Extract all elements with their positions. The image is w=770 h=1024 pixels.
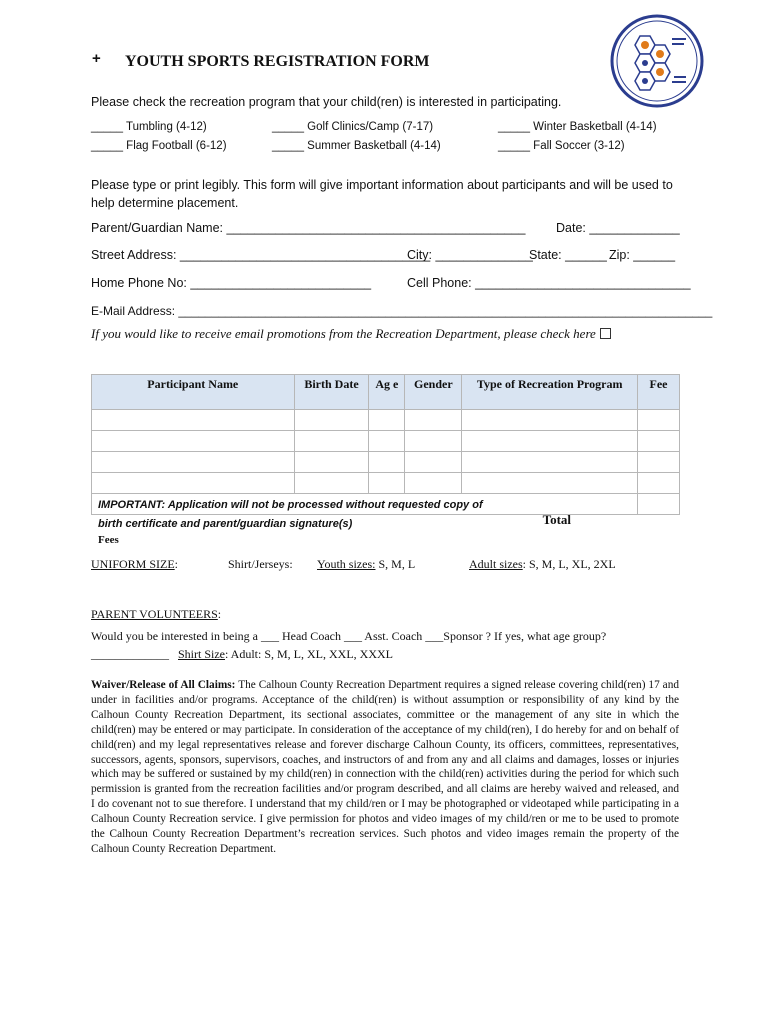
email-field[interactable]: E-Mail Address: ________________________________________________________________________________ [91,304,713,318]
youth-sizes[interactable] [317,557,415,572]
table-row [92,473,680,494]
youth-sizes-label: Youth sizes: [317,557,376,571]
parent-volunteers-label: PARENT VOLUNTEERS [91,607,218,621]
street-address-field[interactable]: Street Address: ____________________________________ [91,248,431,262]
shirt-size-values: : Adult: S, M, L, XL, XXL, XXXL [225,647,393,661]
youth-sizes-values: S, M, L [378,557,416,571]
program-summer-basketball[interactable]: _____ Summer Basketball (4-14) [272,140,441,152]
col-fee: Fee [638,375,680,410]
cell-name[interactable] [92,452,295,473]
cell-program[interactable] [462,473,638,494]
cell-name[interactable] [92,473,295,494]
cell-gender[interactable] [405,410,462,431]
age-group-blank[interactable]: _____________ [91,647,169,661]
col-gender: Gender [405,375,462,410]
form-title: YOUTH SPORTS REGISTRATION FORM [125,53,430,70]
important-cell [92,494,638,546]
waiver-title: Waiver/Release of All Claims: [91,679,236,691]
uniform-size-label: UNIFORM SIZE [91,557,175,571]
col-participant-name: Participant Name [92,375,295,410]
shirt-jerseys-label: Shirt/Jerseys: [228,557,293,571]
cell-age[interactable] [369,473,405,494]
cell-birth-date[interactable] [294,473,369,494]
uniform-colon: : [174,557,179,571]
important-row [92,494,680,515]
table-row [92,410,680,431]
cell-fee[interactable] [638,452,680,473]
cell-age[interactable] [369,452,405,473]
program-tumbling[interactable]: _____ Tumbling (4-12) [91,121,207,133]
email-promo-text: If you would like to receive email promotions from the Recreation Department, please check here [91,326,596,341]
cell-birth-date[interactable] [294,410,369,431]
plus-icon: + [92,50,101,67]
calhoun-county-recreation-logo [610,14,704,108]
city-field[interactable]: City: ______________ [407,248,533,262]
home-phone-field[interactable]: Home Phone No: __________________________ [91,276,372,290]
adult-sizes-values: : S, M, L, XL, 2XL [522,557,616,571]
cell-age[interactable] [369,410,405,431]
email-promo-checkbox[interactable] [600,328,611,339]
table-row [92,452,680,473]
waiver-text: The Calhoun County Recreation Department requires a signed release covering child(ren) 17 and under in facilities and/or programs. Acceptance of the child(ren) is without assumption or responsibility of any kind by the Calhoun County Recreation Department, its sectional associates, committee or the management of any site in which the child(ren) may be entered or may participate. In consideration of the acceptance of my child(ren), I do hereby for and on behalf of child(ren) and my legal representatives release and forever discharge Calhoun County, its officers, committees, representatives, successors, agents, sponsors, supervisors, coaches, and instructors of and from any and all claims and damages, losses or injuries which may be suffered or sustained by my child(ren) in connection with the child(ren) activities during the period for which such permission is granted from the recreation facilities and/or program described, and all claims are hereby waived and released, and I do covenant not to sue therefore. I understand that my child/ren or I may be photographed or videotaped while participating in a Calhoun County Recreation service. I give permission for photos and video images of my child/ren or me to be used to promote the Calhoun County Recreation Department’s recreation services. Such photos and video images remain the property of the Calhoun County Recreation Department. [91,679,679,855]
volunteer-question[interactable]: Would you be interested in being a ___ Head Coach ___ Asst. Coach ___Sponsor ? If yes, what age group? [91,629,607,643]
cell-fee[interactable] [638,431,680,452]
zip-field[interactable]: Zip: ______ [609,248,676,262]
date-field[interactable]: Date: _____________ [556,221,680,235]
table-row [92,431,680,452]
cell-birth-date[interactable] [294,452,369,473]
email-promo-line [91,326,611,342]
important-text: IMPORTANT: Application will not be processed without requested copy of birth certificate and parent/guardian signature(s) [98,499,483,530]
state-field[interactable]: State: ______ [529,248,607,262]
shirt-size-label: Shirt Size [178,647,225,661]
parent-volunteers-colon: : [217,607,222,621]
cell-program[interactable] [462,431,638,452]
cell-name[interactable] [92,431,295,452]
legibility-note: Please type or print legibly. This form will give important information about participants and will be used to help determine placement. [91,178,673,210]
adult-sizes[interactable] [469,557,616,572]
total-fee-cell[interactable] [638,494,680,515]
col-birth-date: Birth Date [294,375,369,410]
program-fall-soccer[interactable]: _____ Fall Soccer (3-12) [498,140,625,152]
intro-text: Please check the recreation program that your child(ren) is interested in participating. [91,95,562,109]
cell-name[interactable] [92,410,295,431]
program-winter-basketball[interactable]: _____ Winter Basketball (4-14) [498,121,657,133]
col-program-type: Type of Recreation Program [462,375,638,410]
cell-program[interactable] [462,410,638,431]
participant-table [91,374,680,546]
program-flag-football[interactable]: _____ Flag Football (6-12) [91,140,227,152]
parent-volunteers-heading [91,607,221,622]
total-label: Total [542,512,572,527]
cell-birth-date[interactable] [294,431,369,452]
cell-gender[interactable] [405,431,462,452]
fees-label: Fees [98,534,119,546]
important-notice [98,496,498,546]
cell-program[interactable] [462,452,638,473]
uniform-size-line [91,557,178,572]
cell-fee[interactable] [638,473,680,494]
cell-gender[interactable] [405,473,462,494]
parent-name-field[interactable]: Parent/Guardian Name: ___________________________________________ [91,221,526,235]
cell-gender[interactable] [405,452,462,473]
cell-phone-field[interactable]: Cell Phone: _______________________________ [407,276,691,290]
cell-fee[interactable] [638,410,680,431]
adult-sizes-label: Adult sizes [469,557,523,571]
table-header-row [92,375,680,410]
shirt-size-line[interactable] [91,647,393,662]
cell-age[interactable] [369,431,405,452]
waiver-paragraph [91,678,679,857]
program-golf[interactable]: _____ Golf Clinics/Camp (7-17) [272,121,434,133]
col-age: Ag e [369,375,405,410]
